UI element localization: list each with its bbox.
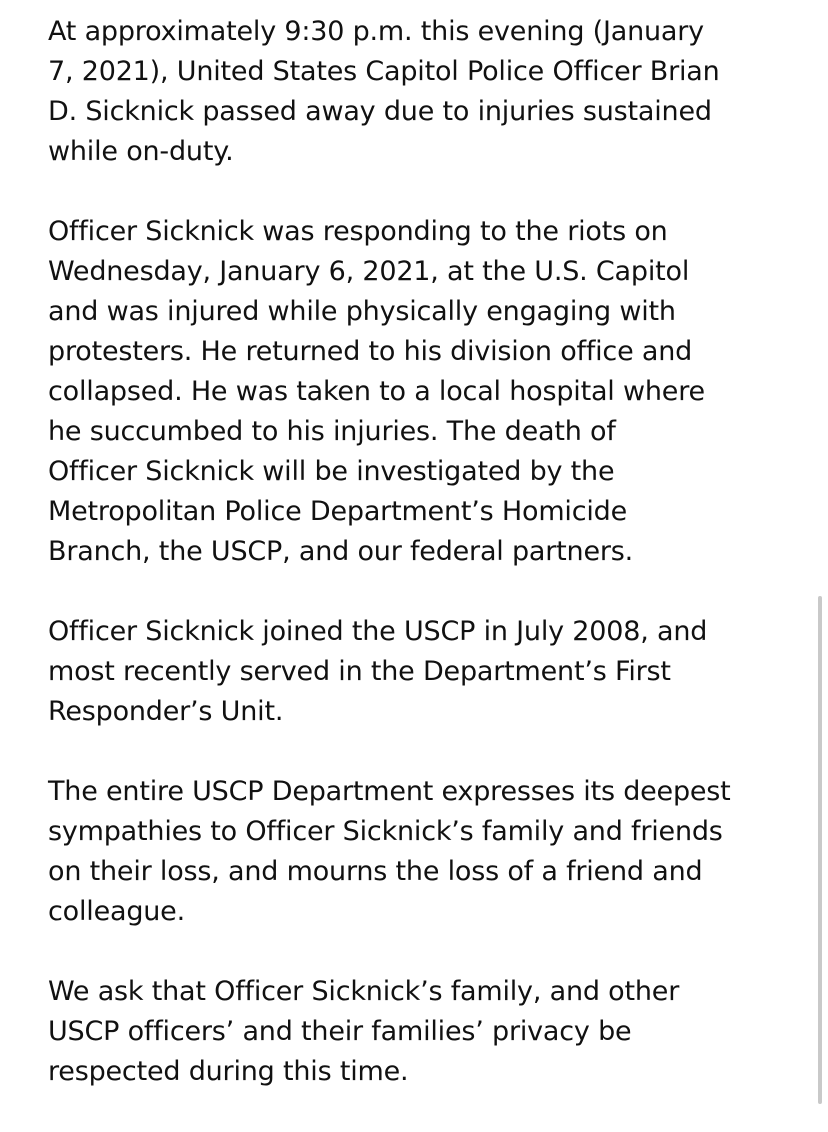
text-line: most recently served in the Department’s First [48, 656, 671, 687]
text-line: and was injured while physically engaging with [48, 296, 676, 327]
text-line: Metropolitan Police Department’s Homicide [48, 496, 628, 527]
text-line: respected during this time. [48, 1056, 409, 1087]
text-line: collapsed. He was taken to a local hospital where [48, 376, 705, 407]
text-line: Officer Sicknick will be investigated by the [48, 456, 615, 487]
text-line: on their loss, and mourns the loss of a friend and [48, 856, 703, 887]
text-line: At approximately 9:30 p.m. this evening (January [48, 16, 704, 47]
text-line: We ask that Officer Sicknick’s family, and other [48, 976, 680, 1007]
text-line: 7, 2021), United States Capitol Police Officer Brian [48, 56, 720, 87]
text-line: Branch, the USCP, and our federal partners. [48, 536, 634, 567]
paragraph-condolences [48, 772, 818, 932]
text-line: protesters. He returned to his division office and [48, 336, 693, 367]
vertical-scrollbar[interactable] [818, 596, 822, 1104]
press-release-document [48, 12, 818, 1132]
text-line: while on-duty. [48, 136, 234, 167]
text-line: Responder’s Unit. [48, 696, 284, 727]
paragraph-incident-details [48, 212, 818, 572]
paragraph-death-announcement [48, 12, 818, 172]
paragraph-service-history [48, 612, 818, 732]
text-line: The entire USCP Department expresses its deepest [48, 776, 731, 807]
text-line: Officer Sicknick joined the USCP in July 2008, and [48, 616, 708, 647]
text-line: USCP officers’ and their families’ privacy be [48, 1016, 632, 1047]
text-line: Officer Sicknick was responding to the riots on [48, 216, 668, 247]
text-line: Wednesday, January 6, 2021, at the U.S. Capitol [48, 256, 690, 287]
text-line: sympathies to Officer Sicknick’s family and friends [48, 816, 723, 847]
text-line: D. Sicknick passed away due to injuries sustained [48, 96, 712, 127]
text-line: colleague. [48, 896, 185, 927]
text-line: he succumbed to his injuries. The death of [48, 416, 616, 447]
paragraph-privacy-request [48, 972, 818, 1092]
